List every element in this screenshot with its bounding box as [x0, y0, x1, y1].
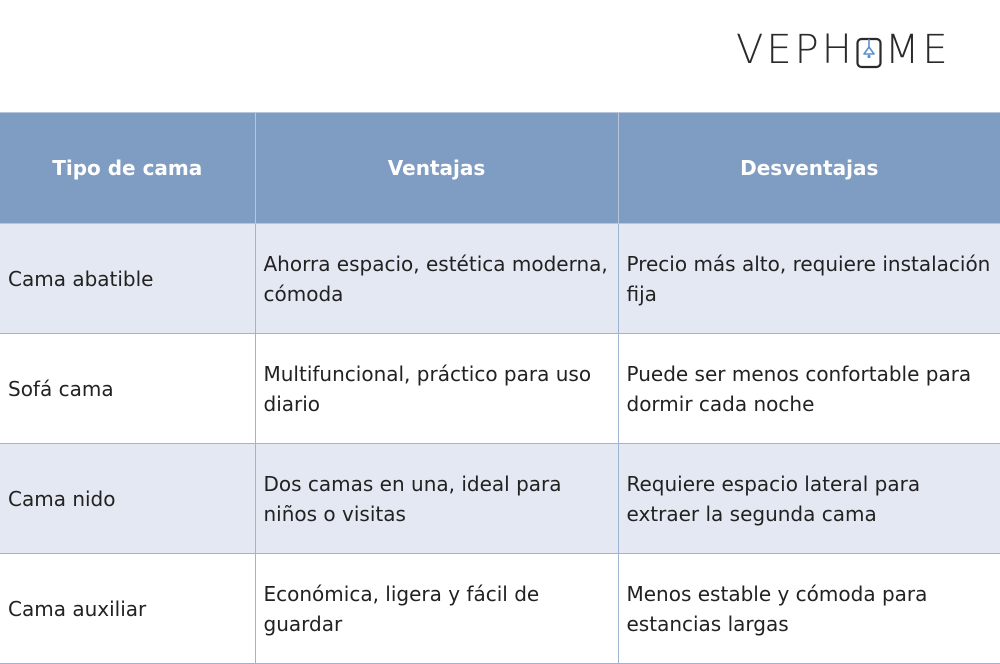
- table-row: [0, 444, 1000, 554]
- header-advantages: Ventajas: [255, 113, 618, 224]
- cell-advantages: Dos camas en una, ideal para niños o visitas: [255, 444, 618, 554]
- cell-disadvantages: Precio más alto, requiere instalación fija: [618, 224, 1000, 334]
- cell-bed-type: Cama abatible: [0, 224, 255, 334]
- logo-text-left: VEPH: [736, 27, 855, 73]
- table-row: [0, 224, 1000, 334]
- header-disadvantages: Desventajas: [618, 113, 1000, 224]
- table-row: [0, 334, 1000, 444]
- cell-disadvantages: Requiere espacio lateral para extraer la segunda cama: [618, 444, 1000, 554]
- house-lamp-icon: [856, 34, 882, 66]
- cell-disadvantages: Menos estable y cómoda para estancias largas: [618, 554, 1000, 664]
- cell-advantages: Multifuncional, práctico para uso diario: [255, 334, 618, 444]
- cell-bed-type: Cama nido: [0, 444, 255, 554]
- bed-comparison-table: [0, 112, 1000, 664]
- table-row: [0, 554, 1000, 664]
- cell-advantages: Económica, ligera y fácil de guardar: [255, 554, 618, 664]
- cell-disadvantages: Puede ser menos confortable para dormir cada noche: [618, 334, 1000, 444]
- cell-bed-type: Sofá cama: [0, 334, 255, 444]
- header-bed-type: Tipo de cama: [0, 113, 255, 224]
- cell-advantages: Ahorra espacio, estética moderna, cómoda: [255, 224, 618, 334]
- cell-bed-type: Cama auxiliar: [0, 554, 255, 664]
- table-header-row: [0, 113, 1000, 224]
- logo-text-right: ME: [884, 27, 951, 73]
- brand-logo: [736, 28, 951, 72]
